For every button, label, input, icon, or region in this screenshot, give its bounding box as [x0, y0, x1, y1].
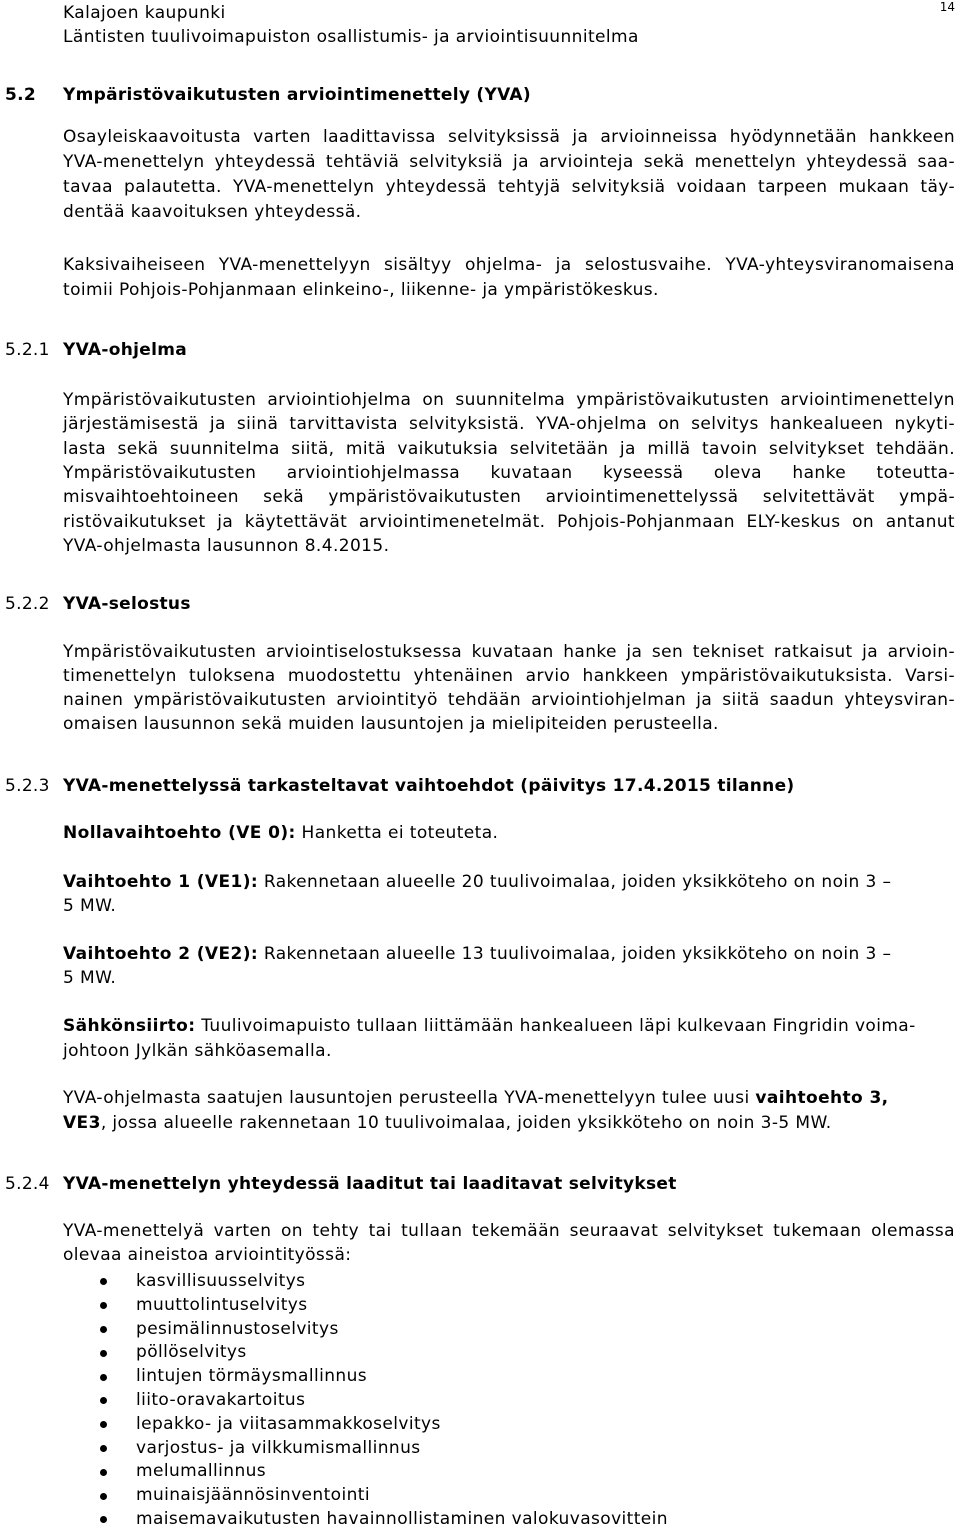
list-item-text: liito-oravakartoitus	[136, 1389, 306, 1410]
paragraph	[63, 1219, 955, 1267]
bullet-icon	[100, 1445, 107, 1452]
alternative-line: 5 MW.	[63, 968, 117, 988]
bullet-icon	[100, 1350, 107, 1357]
bullet-icon	[100, 1469, 107, 1476]
alternative-line	[63, 821, 955, 845]
alternative-label: Vaihtoehto 2 (VE2):	[63, 944, 259, 964]
alternative-text: Tuulivoimapuisto tullaan liittämään hankealueen läpi kulkevaan Fingridin voima-	[201, 1015, 916, 1036]
list-item-text: maisemavaikutusten havainnollistaminen valokuvasovittein	[136, 1508, 668, 1529]
subsection-title: YVA-menettelyn yhteydessä laaditut tai laaditavat selvitykset	[63, 1174, 677, 1194]
alternative-text: Rakennetaan alueelle 20 tuulivoimalaa, joiden yksikköteho on noin 3 –	[263, 872, 892, 892]
paragraph-line: lasta sekä suunnitelma siitä, mitä vaikutuksia selvitetään ja millä tavoin selvitykset tehdään.	[63, 438, 955, 459]
new-alternative-code: VE3	[63, 1112, 101, 1133]
paragraph-line: järjestämisestä ja siinä tarvittavista selvityksistä. YVA-ohjelma on selvitys hankealueen nykyti-	[63, 414, 955, 435]
page-header	[63, 1, 923, 49]
alternative-line: 5 MW.	[63, 896, 117, 916]
paragraph	[63, 388, 955, 558]
bullet-icon	[100, 1421, 107, 1428]
list-item	[0, 1508, 960, 1532]
alternative-label: Vaihtoehto 1 (VE1):	[63, 872, 259, 892]
bullet-icon	[100, 1493, 107, 1500]
subsection-title: YVA-menettelyssä tarkasteltavat vaihtoehdot (päivitys 17.4.2015 tilanne)	[63, 776, 795, 796]
new-alternative-intro: YVA-ohjelmasta saatujen lausuntojen perusteella YVA-menettelyyn tulee uusi	[63, 1087, 750, 1108]
page-number: 14	[939, 0, 955, 14]
alternative-ve0	[63, 821, 955, 845]
subsection-number: 5.2.3	[5, 776, 50, 796]
alternative-ve2	[63, 942, 955, 990]
alternative-ve1	[63, 870, 955, 918]
bullet-icon	[100, 1278, 107, 1285]
new-alternative-description: , jossa alueelle rakennetaan 10 tuulivoimalaa, joiden yksikköteho on noin 3-5 MW.	[100, 1112, 832, 1133]
list-item-text: pesimälinnustoselvitys	[136, 1318, 339, 1339]
paragraph	[63, 640, 955, 736]
paragraph-line	[63, 1111, 955, 1136]
subsection-heading	[0, 592, 960, 616]
alternative-line	[63, 1014, 955, 1039]
list-item	[0, 1389, 960, 1413]
paragraph-line	[63, 1086, 955, 1111]
list-item	[0, 1484, 960, 1508]
list-item	[0, 1341, 960, 1365]
list-item-text: melumallinnus	[136, 1461, 267, 1482]
paragraph-line: ristövaikutukset ja käytettävät arviointimenetelmät. Pohjois-Pohjanmaan ELY-keskus on antanut	[63, 511, 955, 532]
bullet-icon	[100, 1516, 107, 1523]
bullet-icon	[100, 1326, 107, 1333]
list-item-text: lintujen törmäysmallinnus	[136, 1366, 367, 1387]
subsection-heading	[0, 1172, 960, 1196]
paragraph-line: Ympäristövaikutusten arviointiselostuksessa kuvataan hanke ja sen tekniset ratkaisut ja arvioin-	[63, 642, 955, 662]
paragraph-line: nainen ympäristövaikutusten arviointityö tehdään arviointiohjelman ja siitä saadun yhteysviran-	[63, 690, 955, 710]
section-title: Ympäristövaikutusten arviointimenettely (YVA)	[63, 85, 531, 105]
header-organization: Kalajoen kaupunki	[63, 3, 226, 23]
paragraph-line: Ympäristövaikutusten arviointiohjelma on suunnitelma ympäristövaikutusten arviointimenettelyn	[63, 390, 955, 410]
paragraph	[63, 125, 955, 225]
paragraph-line: Ympäristövaikutusten arviointiohjelmassa kuvataan kyseessä oleva hanke toteutta-	[63, 462, 955, 483]
paragraph-line: toimii Pohjois-Pohjanmaan elinkeino-, liikenne- ja ympäristökeskus.	[63, 279, 659, 300]
list-item-text: pöllöselvitys	[136, 1342, 247, 1363]
paragraph	[63, 253, 955, 303]
paragraph-line: tavaa palautetta. YVA-menettelyn yhteydessä tehtyjä selvityksiä voidaan tarpeen mukaan täy-	[63, 176, 955, 197]
paragraph-line: Osayleiskaavoitusta varten laadittavissa selvityksissä ja arvioinneissa hyödynnetään hankkeen	[63, 126, 955, 147]
section-number: 5.2	[5, 85, 37, 105]
paragraph-line: olevaa aineistoa arviointityössä:	[63, 1245, 352, 1265]
subsection-number: 5.2.2	[5, 594, 50, 614]
list-item-text: varjostus- ja vilkkumismallinnus	[136, 1437, 421, 1458]
paragraph-line: YVA-menettelyä varten on tehty tai tullaan tekemään seuraavat selvitykset tukemaan olemassa	[63, 1221, 955, 1241]
list-item-text: muuttolintuselvitys	[136, 1294, 308, 1315]
alternative-label: Nollavaihtoehto (VE 0):	[63, 823, 296, 843]
bullet-icon	[100, 1397, 107, 1404]
bullet-icon	[100, 1302, 107, 1309]
list-item-text: kasvillisuusselvitys	[136, 1271, 306, 1291]
subsection-title: YVA-ohjelma	[63, 340, 187, 360]
paragraph-line: YVA-menettelyn yhteydessä tehtäviä selvityksiä ja arviointeja sekä menettelyn yhteydessä saa-	[63, 151, 955, 172]
new-alternative-note	[63, 1086, 955, 1136]
paragraph-line: misvaihtoehtoineen sekä ympäristövaikutusten arviointimenettelyssä selvitettävät ympä-	[63, 487, 955, 508]
paragraph-line: Kaksivaiheiseen YVA-menettelyyn sisältyy ohjelma- ja selostusvaihe. YVA-yhteysviranomaisena	[63, 254, 955, 275]
header-document-title: Läntisten tuulivoimapuiston osallistumis- ja arviointisuunnitelma	[63, 27, 639, 47]
bullet-icon	[100, 1374, 107, 1381]
alternative-text: Rakennetaan alueelle 13 tuulivoimalaa, joiden yksikköteho on noin 3 –	[263, 944, 892, 964]
list-item	[0, 1294, 960, 1318]
list-item	[0, 1460, 960, 1484]
alternative-line	[63, 942, 955, 966]
alternative-label: Sähkönsiirto:	[63, 1015, 196, 1036]
subsection-heading	[0, 774, 960, 798]
power-transmission	[63, 1014, 955, 1064]
alternative-line	[63, 870, 955, 894]
list-item-text: muinaisjäännösinventointi	[136, 1485, 370, 1506]
studies-list	[0, 1270, 960, 1532]
new-alternative-name: vaihtoehto 3,	[755, 1087, 889, 1108]
alternative-line: johtoon Jylkän sähköasemalla.	[63, 1040, 332, 1061]
list-item	[0, 1365, 960, 1389]
section-heading	[0, 83, 960, 107]
list-item	[0, 1318, 960, 1342]
paragraph-line: timenettelyn tuloksena muodostettu yhtenäinen arvio hankkeen ympäristövaikutuksista. Varsi-	[63, 666, 955, 686]
subsection-heading	[0, 338, 960, 362]
alternative-text: Hanketta ei toteuteta.	[301, 823, 499, 843]
paragraph-line: dentää kaavoituksen yhteydessä.	[63, 201, 362, 222]
list-item	[0, 1413, 960, 1437]
subsection-title: YVA-selostus	[63, 594, 191, 614]
subsection-number: 5.2.4	[5, 1174, 50, 1194]
subsection-number: 5.2.1	[5, 340, 50, 360]
paragraph-line: omaisen lausunnon sekä muiden lausuntojen ja mielipiteiden perusteella.	[63, 714, 719, 734]
paragraph-line: YVA-ohjelmasta lausunnon 8.4.2015.	[63, 535, 390, 556]
list-item-text: lepakko- ja viitasammakkoselvitys	[136, 1413, 441, 1434]
list-item	[0, 1437, 960, 1461]
list-item	[0, 1270, 960, 1294]
